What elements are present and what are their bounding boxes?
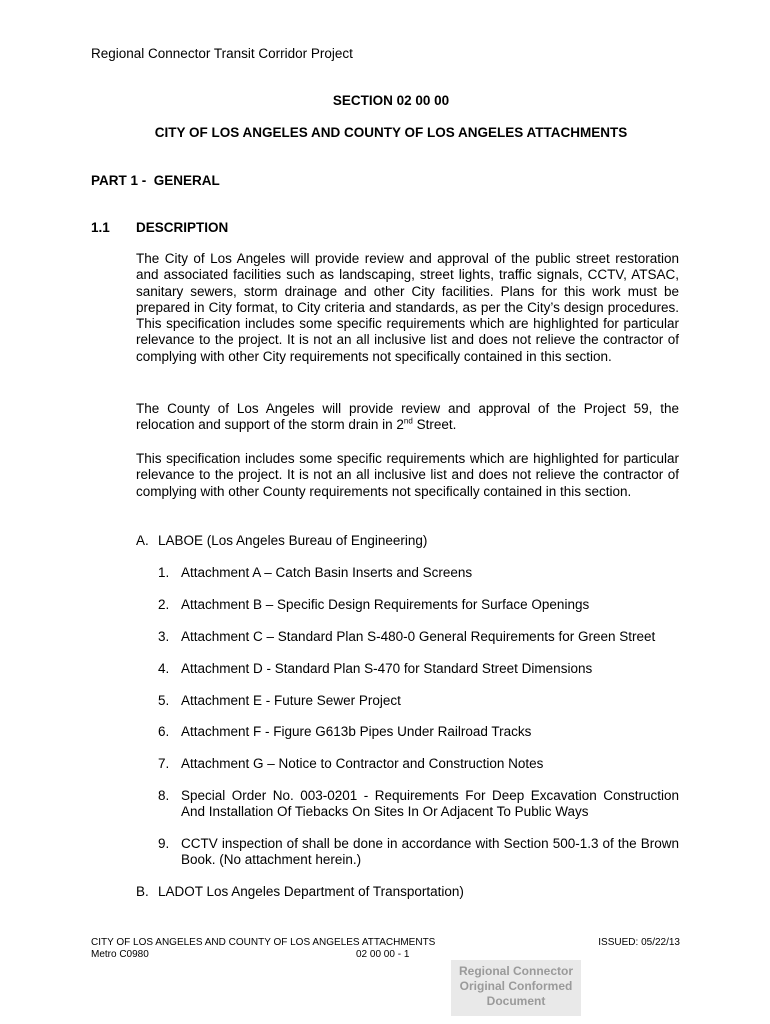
footer-page-number: 02 00 00 - 1	[356, 949, 410, 960]
article-number: 1.1	[91, 220, 110, 235]
part-heading: PART 1 - GENERAL	[91, 173, 220, 188]
list-item	[158, 788, 679, 821]
ordinal-suffix: nd	[403, 416, 413, 426]
list-item	[158, 565, 679, 581]
list-item-number: 8.	[158, 788, 170, 803]
list-item-text: Attachment F - Figure G613b Pipes Under Railroad Tracks	[181, 724, 532, 739]
list-item-text: CCTV inspection of shall be done in accordance with Section 500-1.3 of the Brown Book. (No attachment herein.)	[181, 836, 679, 868]
list-item	[158, 836, 679, 869]
list-item-text: Attachment G – Notice to Contractor and Construction Notes	[181, 756, 544, 771]
subsection-marker: A.	[136, 533, 149, 548]
paragraph-county-requirements: This specification includes some specific requirements which are highlighted for particular relevance to the project. It is not an all inclusive list and does not relieve the contractor of complying with other County requirements not specifically contained in this section.	[136, 451, 679, 499]
subsection-laboe	[136, 533, 427, 549]
subsection-text: LABOE (Los Angeles Bureau of Engineering)	[158, 533, 428, 548]
article-title: DESCRIPTION	[136, 220, 229, 235]
document-title: CITY OF LOS ANGELES AND COUNTY OF LOS ANGELES ATTACHMENTS	[154, 125, 628, 140]
list-item	[158, 661, 679, 677]
paragraph-county	[136, 401, 679, 434]
list-item-number: 7.	[158, 756, 170, 771]
conformed-document-stamp	[451, 960, 581, 1016]
list-item-number: 9.	[158, 836, 170, 851]
list-item-number: 6.	[158, 724, 170, 739]
footer-title: CITY OF LOS ANGELES AND COUNTY OF LOS ANGELES ATTACHMENTS	[91, 937, 436, 948]
list-item-number: 5.	[158, 693, 170, 708]
list-item-number: 2.	[158, 597, 170, 612]
subsection-ladot	[136, 884, 464, 900]
section-number: SECTION 02 00 00	[332, 93, 450, 108]
paragraph-county-end: Street.	[412, 417, 457, 433]
list-item-number: 1.	[158, 565, 170, 580]
list-item-text: Attachment C – Standard Plan S-480-0 General Requirements for Green Street	[181, 629, 656, 644]
project-header: Regional Connector Transit Corridor Project	[91, 46, 353, 61]
subsection-marker: B.	[136, 884, 149, 899]
paragraph-city: The City of Los Angeles will provide review and approval of the public street restoration and associated facilities such as landscaping, street lights, traffic signals, CCTV, ATSAC, sanitary sewers, storm drainage and other City facilities. Plans for this work must be prepared in City format, to City criteria and standards, as per the City’s design procedures. This specification includes some specific requirements which are highlighted for particular relevance to the project. It is not an all inclusive list and does not relieve the contractor of complying with other City requirements not specifically contained in this section.	[136, 251, 679, 364]
list-item-number: 4.	[158, 661, 170, 676]
footer-contract: Metro C0980	[91, 949, 149, 960]
list-item	[158, 724, 679, 740]
list-item	[158, 629, 679, 645]
subsection-text: LADOT Los Angeles Department of Transportation)	[158, 884, 464, 899]
footer-issued-date: ISSUED: 05/22/13	[598, 937, 680, 948]
list-item	[158, 597, 679, 613]
list-item-number: 3.	[158, 629, 170, 644]
list-item-text: Attachment D - Standard Plan S-470 for Standard Street Dimensions	[181, 661, 593, 676]
list-item	[158, 756, 679, 772]
stamp-line: Regional Connector	[458, 964, 573, 978]
stamp-line: Document	[486, 994, 546, 1008]
paragraph-county-text: The County of Los Angeles will provide review and approval of the Project 59, the relocation and support of the storm drain in 2	[136, 401, 679, 433]
list-item-text: Attachment B – Specific Design Requirements for Surface Openings	[181, 597, 590, 612]
list-item-text: Special Order No. 003-0201 - Requirements For Deep Excavation Construction And Installation Of Tiebacks On Sites In Or Adjacent To Public Ways	[181, 788, 679, 820]
stamp-line: Original Conformed	[459, 979, 573, 993]
list-item-text: Attachment A – Catch Basin Inserts and Screens	[181, 565, 473, 580]
list-item	[158, 693, 679, 709]
list-item-text: Attachment E - Future Sewer Project	[181, 693, 401, 708]
